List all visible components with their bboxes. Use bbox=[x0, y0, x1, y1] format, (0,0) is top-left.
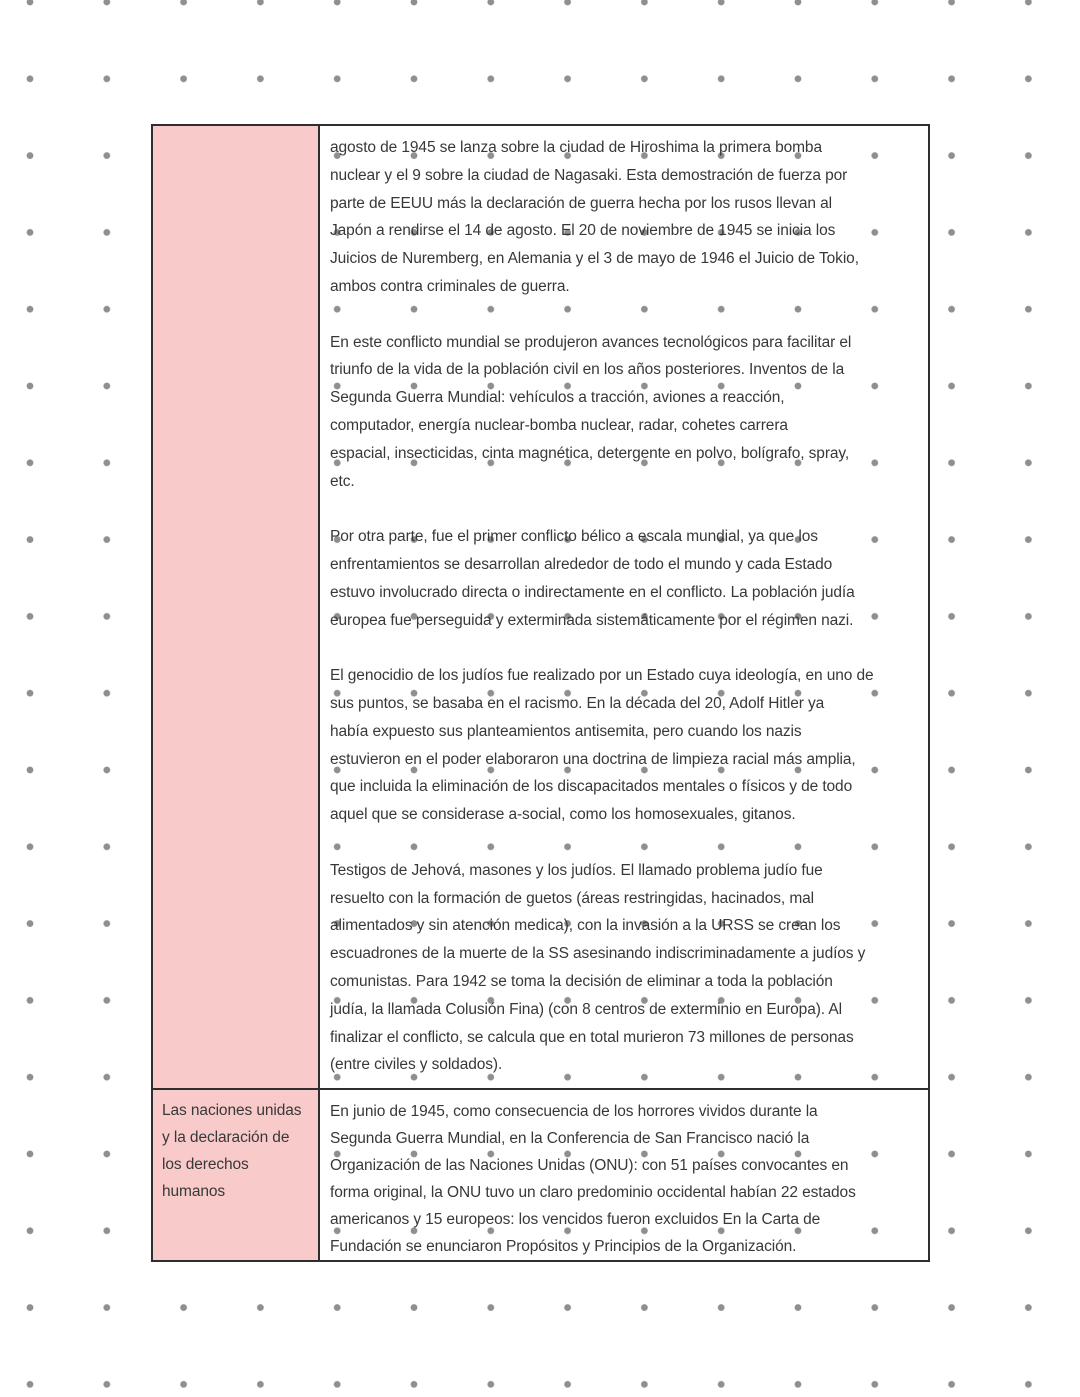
text-line: nuclear y el 9 sobre la ciudad de Nagasaki. Esta demostración de fuerza por bbox=[330, 166, 848, 184]
text-line: espacial, insecticidas, cinta magnética, detergente en polvo, bolígrafo, spray, bbox=[330, 444, 850, 462]
text-line: sus puntos, se basaba en el racismo. En la década del 20, Adolf Hitler ya bbox=[330, 694, 825, 712]
text-line: comunistas. Para 1942 se toma la decisión de eliminar a toda la población bbox=[330, 972, 833, 990]
text-line: americanos y 15 europeos: los vencidos fueron excluidos En la Carta de bbox=[330, 1211, 821, 1228]
text-line: finalizar el conflicto, se calcula que en total murieron 73 millones de personas bbox=[330, 1028, 854, 1046]
text-line: En este conflicto mundial se produjeron avances tecnológicos para facilitar el bbox=[330, 333, 852, 351]
content-cell-ww2 bbox=[320, 126, 928, 1088]
text-line: había expuesto sus planteamientos antisemita, pero cuando los nazis bbox=[330, 722, 802, 740]
notes-table bbox=[151, 124, 930, 1262]
text-line: judía, la llamada Colusión Fina) (con 8 centros de exterminio en Europa). Al bbox=[330, 1000, 842, 1018]
text-line: aquel que se considerase a-social, como los homosexuales, gitanos. bbox=[330, 806, 796, 824]
text-line: triunfo de la vida de la población civil en los años posteriores. Inventos de la bbox=[330, 361, 845, 379]
topic-label-cell-naciones-unidas bbox=[153, 1090, 320, 1260]
text-line: Juicios de Nuremberg, en Alemania y el 3 de mayo de 1946 el Juicio de Tokio, bbox=[330, 250, 859, 268]
text-line: Fundación se enunciaron Propósitos y Principios de la Organización. bbox=[330, 1238, 797, 1255]
text-line: Segunda Guerra Mundial: vehículos a tracción, aviones a reacción, bbox=[330, 389, 785, 407]
text-line: los derechos bbox=[162, 1156, 249, 1173]
paragraph-avances-tecnologicos bbox=[330, 329, 920, 496]
text-line: etc. bbox=[330, 472, 355, 490]
text-line: parte de EEUU más la declaración de guerra hecha por los rusos llevan al bbox=[330, 194, 832, 212]
text-line: resuelto con la formación de guetos (áreas restringidas, hacinados, mal bbox=[330, 889, 814, 907]
text-line: Japón a rendirse el 14 de agosto. El 20 de noviembre de 1945 se inicia los bbox=[330, 222, 836, 240]
text-line: agosto de 1945 se lanza sobre la ciudad de Hiroshima la primera bomba bbox=[330, 139, 822, 156]
content-cell-onu bbox=[320, 1090, 928, 1260]
text-line: (entre civiles y soldados). bbox=[330, 1056, 503, 1074]
text-line: enfrentamientos se desarrollan alrededor de todo el mundo y cada Estado bbox=[330, 555, 833, 573]
paragraph-guetos-solucion bbox=[330, 857, 920, 1079]
text-line: que incluida la eliminación de los discapacitados mentales o físicos y de todo bbox=[330, 778, 853, 796]
text-line: Organización de las Naciones Unidas (ONU): con 51 países convocantes en bbox=[330, 1157, 849, 1174]
text-line: escuadrones de la muerte de la SS asesinando indiscriminadamente a judíos y bbox=[330, 945, 866, 963]
paragraph-hiroshima-juicios bbox=[330, 134, 920, 301]
text-line: computador, energía nuclear-bomba nuclear, radar, cohetes carrera bbox=[330, 416, 788, 434]
text-line: Testigos de Jehová, masones y los judíos. El llamado problema judío fue bbox=[330, 861, 823, 879]
paragraph-conflicto-escala-mundial bbox=[330, 523, 920, 634]
text-line: Por otra parte, fue el primer conflicto bélico a escala mundial, ya que los bbox=[330, 528, 818, 546]
text-line: humanos bbox=[162, 1183, 226, 1200]
text-line: europea fue perseguida y exterminada sistemáticamente por el régimen nazi. bbox=[330, 611, 854, 629]
table-row-naciones-unidas bbox=[153, 1088, 928, 1260]
text-line: y la declaración de bbox=[162, 1129, 290, 1146]
topic-label-cell-empty bbox=[153, 126, 320, 1088]
table-row-ww2-continuation bbox=[153, 126, 928, 1088]
text-line: estuvo involucrado directa o indirectamente en el conflicto. La población judía bbox=[330, 583, 855, 601]
text-line: ambos contra criminales de guerra. bbox=[330, 277, 570, 295]
text-line: alimentados y sin atención medica), con la invasión a la URSS se crean los bbox=[330, 917, 841, 935]
text-line: estuvieron en el poder elaboraron una doctrina de limpieza racial más amplia, bbox=[330, 750, 856, 768]
text-line: Las naciones unidas bbox=[162, 1102, 302, 1119]
paragraph-genocidio bbox=[330, 662, 920, 829]
paragraph-conferencia-san-francisco bbox=[330, 1098, 920, 1260]
text-line: forma original, la ONU tuvo un claro predominio occidental habían 22 estados bbox=[330, 1184, 856, 1201]
text-line: En junio de 1945, como consecuencia de los horrores vividos durante la bbox=[330, 1103, 818, 1120]
text-line: Segunda Guerra Mundial, en la Conferencia de San Francisco nació la bbox=[330, 1130, 810, 1147]
text-line: El genocidio de los judíos fue realizado por un Estado cuya ideología, en uno de bbox=[330, 667, 874, 685]
